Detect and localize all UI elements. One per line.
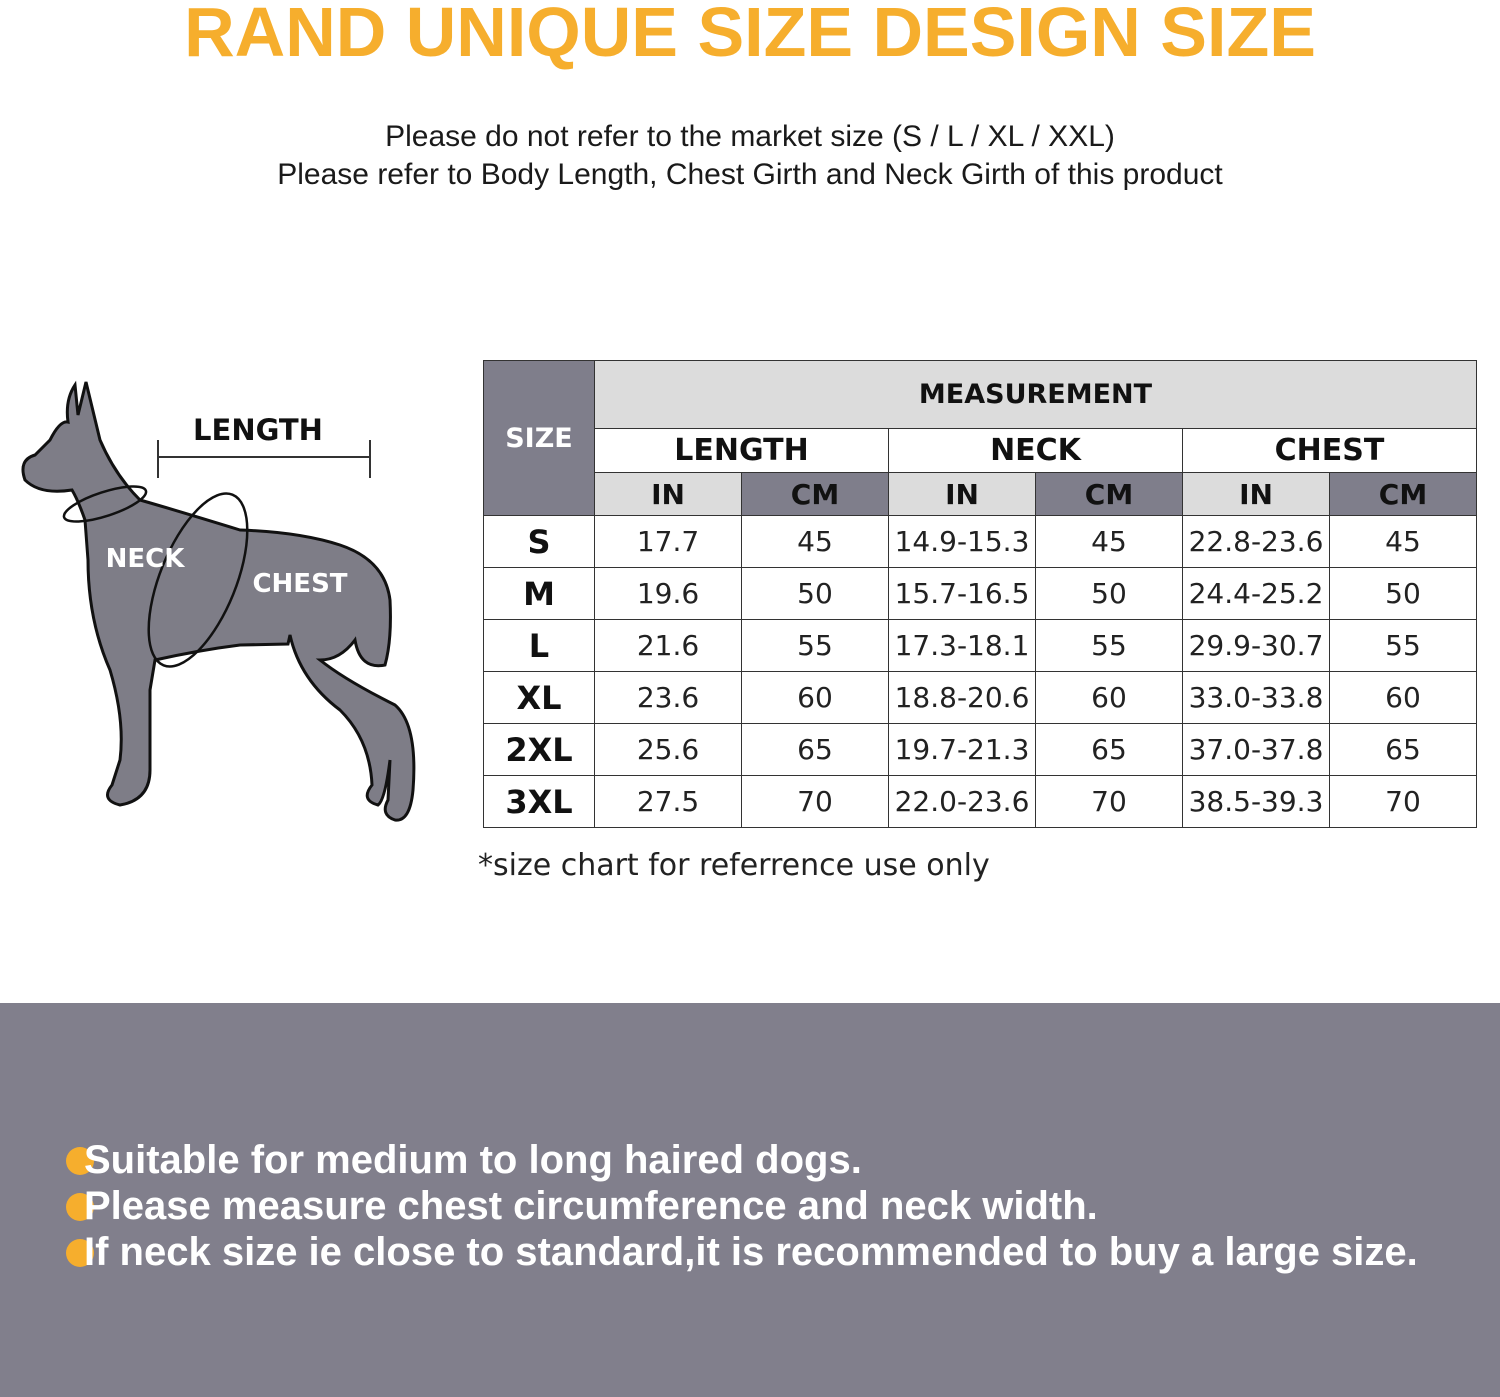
length-header: LENGTH (595, 429, 889, 473)
value-cell: 15.7-16.5 (889, 568, 1036, 620)
value-cell: 23.6 (595, 672, 742, 724)
neck-label: NECK (105, 544, 185, 574)
table-row (484, 724, 1477, 776)
value-cell: 22.8-23.6 (1183, 516, 1330, 568)
value-cell: 17.3-18.1 (889, 620, 1036, 672)
value-cell: 45 (1036, 516, 1183, 568)
subtitle-line-1: Please do not refer to the market size (S / L / XL / XXL) (385, 120, 1115, 153)
dog-measurement-diagram (0, 360, 480, 840)
table-row (484, 672, 1477, 724)
value-cell: 17.7 (595, 516, 742, 568)
value-cell: 33.0-33.8 (1183, 672, 1330, 724)
value-cell: 50 (1330, 568, 1477, 620)
value-cell: 50 (742, 568, 889, 620)
unit-header: CM (1036, 473, 1183, 516)
value-cell: 60 (1330, 672, 1477, 724)
value-cell: 55 (1330, 620, 1477, 672)
value-cell: 60 (1036, 672, 1183, 724)
unit-header: IN (1183, 473, 1330, 516)
value-cell: 25.6 (595, 724, 742, 776)
dog-silhouette (23, 382, 414, 820)
unit-header: IN (595, 473, 742, 516)
value-cell: 60 (742, 672, 889, 724)
table-row (484, 620, 1477, 672)
table-row (484, 568, 1477, 620)
size-chart-table (483, 360, 1477, 828)
value-cell: 45 (742, 516, 889, 568)
unit-header: CM (1330, 473, 1477, 516)
value-cell: 22.0-23.6 (889, 776, 1036, 828)
value-cell: 18.8-20.6 (889, 672, 1036, 724)
size-cell: XL (484, 672, 595, 724)
measurement-header: MEASUREMENT (595, 361, 1477, 429)
length-label: LENGTH (193, 413, 323, 447)
value-cell: 70 (1036, 776, 1183, 828)
value-cell: 50 (1036, 568, 1183, 620)
bullet-item: Suitable for medium to long haired dogs. (66, 1138, 862, 1183)
value-cell: 19.7-21.3 (889, 724, 1036, 776)
bullet-item: If neck size ie close to standard,it is recommended to buy a large size. (66, 1230, 1418, 1275)
value-cell: 55 (742, 620, 889, 672)
value-cell: 70 (1330, 776, 1477, 828)
value-cell: 45 (1330, 516, 1477, 568)
value-cell: 14.9-15.3 (889, 516, 1036, 568)
size-cell: M (484, 568, 595, 620)
unit-header: CM (742, 473, 889, 516)
value-cell: 55 (1036, 620, 1183, 672)
unit-header: IN (889, 473, 1036, 516)
size-cell: 2XL (484, 724, 595, 776)
table-row (484, 776, 1477, 828)
value-cell: 65 (742, 724, 889, 776)
chest-label: CHEST (252, 569, 348, 599)
value-cell: 65 (1036, 724, 1183, 776)
size-cell: 3XL (484, 776, 595, 828)
value-cell: 29.9-30.7 (1183, 620, 1330, 672)
value-cell: 19.6 (595, 568, 742, 620)
value-cell: 37.0-37.8 (1183, 724, 1330, 776)
neck-header: NECK (889, 429, 1183, 473)
size-cell: S (484, 516, 595, 568)
table-row (484, 516, 1477, 568)
size-cell: L (484, 620, 595, 672)
size-header: SIZE (484, 361, 595, 516)
bullet-item: Please measure chest circumference and neck width. (66, 1184, 1098, 1229)
value-cell: 38.5-39.3 (1183, 776, 1330, 828)
value-cell: 65 (1330, 724, 1477, 776)
reference-note: *size chart for referrence use only (478, 848, 990, 883)
value-cell: 27.5 (595, 776, 742, 828)
chest-header: CHEST (1183, 429, 1477, 473)
value-cell: 21.6 (595, 620, 742, 672)
page-title: RAND UNIQUE SIZE DESIGN SIZE (184, 0, 1316, 71)
subtitle-line-2: Please refer to Body Length, Chest Girth and Neck Girth of this product (277, 158, 1223, 191)
value-cell: 24.4-25.2 (1183, 568, 1330, 620)
value-cell: 70 (742, 776, 889, 828)
